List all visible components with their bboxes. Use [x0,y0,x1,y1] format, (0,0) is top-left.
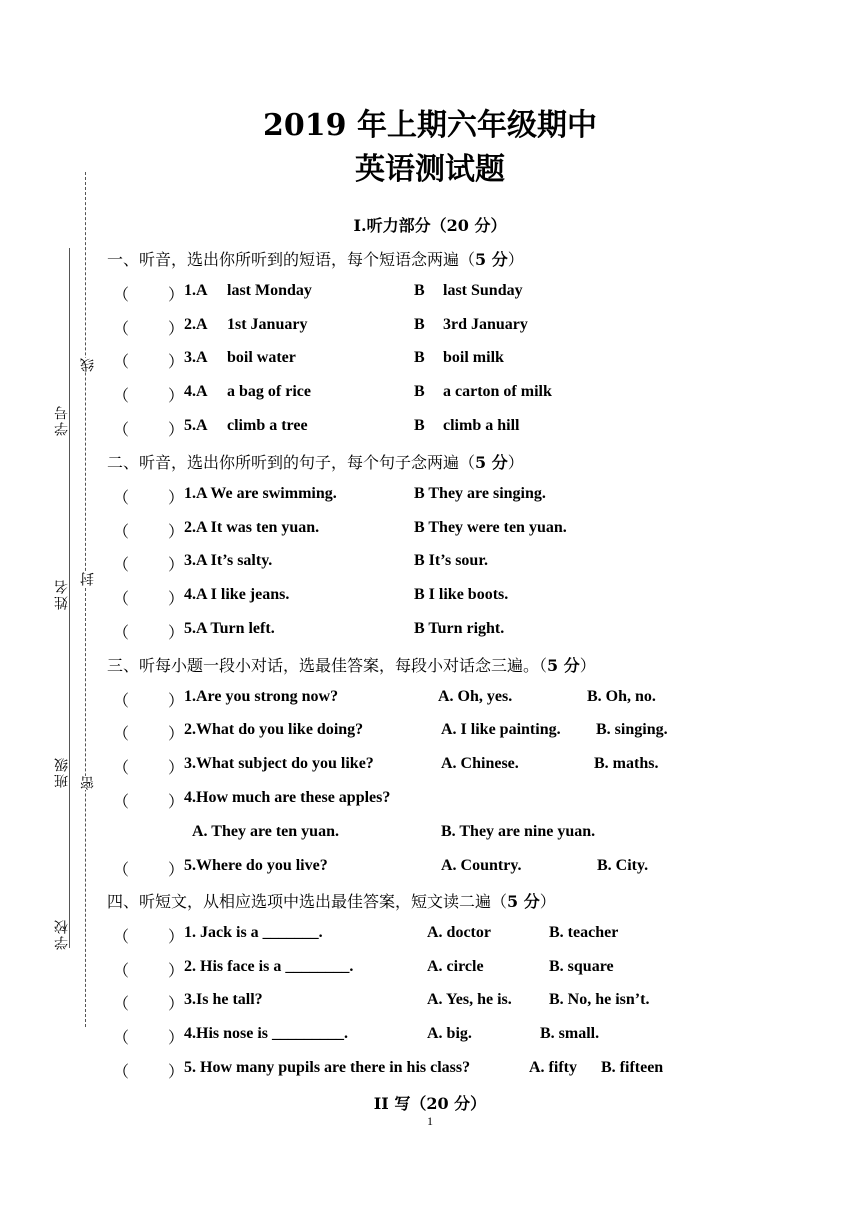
option-a: boil water [227,349,296,366]
answer-blank-left[interactable]: （ [113,591,130,608]
list-item [0,688,860,708]
answer-blank-left[interactable]: （ [113,726,130,743]
answer-blank-left[interactable]: （ [113,862,130,879]
item-number: 3.A [184,349,208,366]
option-a: 4.A I like jeans. [184,586,290,603]
item-number: 1.A [184,282,208,299]
option-b: B. They are nine yuan. [441,823,596,840]
school-label: 学校 [54,918,70,950]
option-a: 2.A It was ten yuan. [184,519,320,536]
section2-points: 5 分 [475,453,508,472]
option-b: B. fifteen [601,1059,664,1076]
option-a: A. fifty [529,1059,577,1076]
list-item [0,383,860,403]
answer-blank-right: ） [168,963,185,980]
part1-title: I.听力部分（20 分） [353,216,507,235]
answer-blank-right: ） [168,490,185,507]
answer-blank-left[interactable]: （ [113,625,130,642]
answer-blank-left[interactable]: （ [113,321,130,338]
option-b: B It’s sour. [414,552,488,569]
question-text: 2. His face is a ________. [184,958,354,975]
option-b: B. teacher [549,924,619,941]
answer-blank-right: ） [168,524,185,541]
answer-blank-left[interactable]: （ [113,794,130,811]
option-a: 3.A It’s salty. [184,552,273,569]
answer-blank-right: ） [168,287,185,304]
section3-heading [107,653,596,676]
option-b-label: B [414,282,425,299]
question-text: 1. Jack is a _______. [184,924,323,941]
option-a: A. They are ten yuan. [192,823,339,840]
exam-title-line1: 2019 年上期六年级期中 [263,108,597,143]
answer-blank-right: ） [168,591,185,608]
line-mark: 线 [80,358,96,372]
section3-heading-text: 三、听每小题一段小对话，选最佳答案，每段小对话念三遍。（ [107,656,548,675]
option-a: A. Chinese. [441,755,519,772]
section2-heading [107,450,524,473]
list-item [0,552,860,572]
list-item [0,958,860,978]
option-a: a bag of rice [227,383,311,400]
option-b: boil milk [443,349,504,366]
answer-blank-right: ） [168,625,185,642]
option-b-label: B [414,383,425,400]
page-number: 1 [427,1114,433,1128]
option-b: B. Oh, no. [587,688,656,705]
option-b: B They are singing. [414,485,546,502]
answer-blank-right: ） [168,996,185,1013]
section3-points: 5 分 [547,656,580,675]
answer-blank-left[interactable]: （ [113,490,130,507]
option-b: B Turn right. [414,620,505,637]
answer-blank-left[interactable]: （ [113,557,130,574]
answer-blank-left[interactable]: （ [113,1064,130,1081]
question-text: 3.What subject do you like? [184,755,374,772]
name-label: 姓名 [54,578,70,610]
option-a: A. Yes, he is. [427,991,512,1008]
list-item [0,519,860,539]
answer-blank-right: ） [168,760,185,777]
question-text: 3.Is he tall? [184,991,263,1008]
option-a: A. Country. [441,857,522,874]
list-item [0,857,860,877]
answer-blank-right: ） [168,557,185,574]
list-item [0,417,860,437]
option-a: A. I like painting. [441,721,561,738]
list-item [0,282,860,302]
answer-blank-left[interactable]: （ [113,1030,130,1047]
option-b: B I like boots. [414,586,509,603]
option-b-label: B [414,349,425,366]
answer-blank-left[interactable]: （ [113,287,130,304]
answer-blank-right: ） [168,726,185,743]
answer-blank-left[interactable]: （ [113,996,130,1013]
section4-heading [107,889,556,912]
option-a: last Monday [227,282,312,299]
exam-title-line2: 英语测试题 [355,152,505,187]
list-item [0,924,860,944]
option-b: B They were ten yuan. [414,519,567,536]
answer-blank-right: ） [168,1030,185,1047]
option-a: A. circle [427,958,484,975]
list-item [0,1025,860,1045]
option-b: last Sunday [443,282,523,299]
part2-title: II 写（20 分） [373,1094,487,1113]
answer-blank-left[interactable]: （ [113,929,130,946]
answer-blank-right: ） [168,354,185,371]
item-number: 2.A [184,316,208,333]
section2-heading-text: 二、听音，选出你所听到的句子，每个句子念两遍（ [107,453,476,472]
answer-blank-right: ） [168,422,185,439]
list-item [0,349,860,369]
list-item [0,485,860,505]
section3-heading-end: ） [579,656,596,675]
option-a: 1.A We are swimming. [184,485,337,502]
list-item [0,755,860,775]
answer-blank-left[interactable]: （ [113,760,130,777]
option-a: 5.A Turn left. [184,620,275,637]
answer-blank-left[interactable]: （ [113,354,130,371]
list-item [0,620,860,640]
answer-blank-right: ） [168,321,185,338]
seal-mark: 封 [80,572,96,586]
section1-heading-text: 一、听音，选出你所听到的短语，每个短语念两遍（ [107,250,476,269]
answer-blank-right: ） [168,1064,185,1081]
answer-blank-right: ） [168,388,185,405]
option-b-label: B [414,316,425,333]
answer-blank-left[interactable]: （ [113,963,130,980]
option-b: B. square [549,958,614,975]
answer-blank-left[interactable]: （ [113,524,130,541]
option-b: B. singing. [596,721,668,738]
option-b: B. No, he isn’t. [549,991,650,1008]
list-item [0,721,860,741]
answer-blank-right: ） [168,693,185,710]
list-item [0,991,860,1011]
option-b: B. maths. [594,755,659,772]
section4-heading-text: 四、听短文，从相应选项中选出最佳答案，短文读二遍（ [107,892,508,911]
option-a: climb a tree [227,417,308,434]
section4-heading-end: ） [539,892,556,911]
question-text: 4.How much are these apples? [184,789,391,806]
option-b: climb a hill [443,417,520,434]
answer-blank-left[interactable]: （ [113,693,130,710]
item-number: 5.A [184,417,208,434]
option-b: a carton of milk [443,383,552,400]
question-text: 2.What do you like doing? [184,721,364,738]
list-item-options [0,823,860,843]
option-a: A. big. [427,1025,472,1042]
section4-points: 5 分 [507,892,540,911]
section1-heading [107,247,524,270]
answer-blank-right: ） [168,794,185,811]
section1-heading-end: ） [507,250,524,269]
list-item [0,789,860,809]
section1-points: 5 分 [475,250,508,269]
option-a: 1st January [227,316,308,333]
student-id-label: 学号 [54,404,70,436]
section2-heading-end: ） [507,453,524,472]
option-a: A. Oh, yes. [438,688,513,705]
secret-mark: 密 [80,776,96,790]
answer-blank-right: ） [168,862,185,879]
option-b: 3rd January [443,316,528,333]
option-a: A. doctor [427,924,491,941]
list-item [0,586,860,606]
question-text: 5.Where do you live? [184,857,328,874]
question-text: 1.Are you strong now? [184,688,339,705]
question-text: 4.His nose is _________. [184,1025,349,1042]
option-b-label: B [414,417,425,434]
item-number: 4.A [184,383,208,400]
option-b: B. small. [540,1025,600,1042]
option-b: B. City. [597,857,649,874]
question-text: 5. How many pupils are there in his class? [184,1059,471,1076]
answer-blank-left[interactable]: （ [113,388,130,405]
answer-blank-left[interactable]: （ [113,422,130,439]
class-label: 班级 [54,756,70,788]
list-item [0,316,860,336]
list-item [0,1059,860,1079]
answer-blank-right: ） [168,929,185,946]
